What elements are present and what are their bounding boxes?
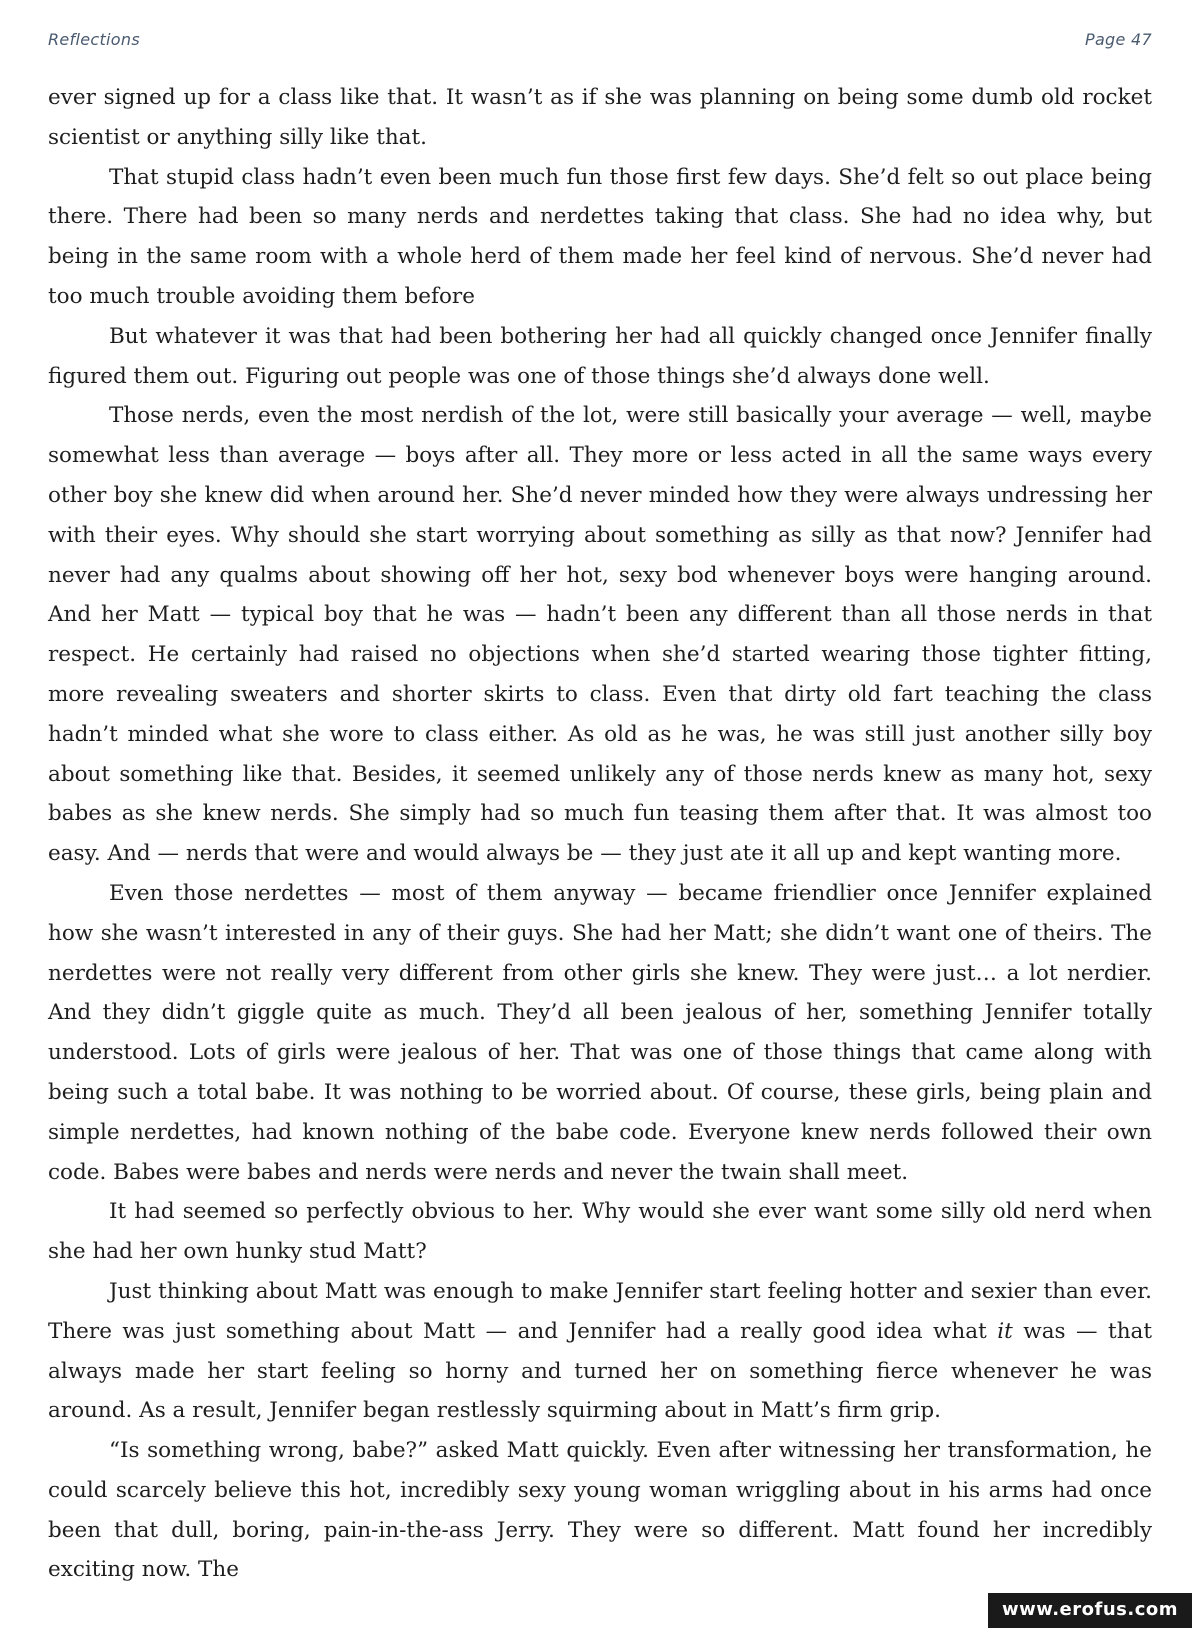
- paragraph: But whatever it was that had been bothering her had all quickly changed once Jennifer finally figured them out. Figuring out people was one of those things she’d always done well.: [48, 323, 1152, 389]
- body-text: [48, 78, 1152, 1590]
- paragraph-text: Just thinking about Matt was enough to make Jennifer start feeling hotter and sexier than ever. There was just something about Matt — and Jennifer had a really good idea what: [48, 1278, 1152, 1344]
- paragraph: Even those nerdettes — most of them anyway — became friendlier once Jennifer explained how she wasn’t interested in any of their guys. She had her Matt; she didn’t want one of theirs. The nerdettes were not really very different from other girls she knew. They were just… a lot nerdier. And they didn’t giggle quite as much. They’d all been jealous of her, something Jennifer totally understood. Lots of girls were jealous of her. That was one of those things that came along with being such a total babe. It was nothing to be worried about. Of course, these girls, being plain and simple nerdettes, had known nothing of the babe code. Everyone knew nerds followed their own code. Babes were babes and nerds were nerds and never the twain shall meet.: [48, 880, 1152, 1185]
- page-number: Page 47: [1085, 30, 1152, 49]
- paragraph: Those nerds, even the most nerdish of the lot, were still basically your average — well, maybe somewhat less than average — boys after all. They more or less acted in all the same ways every other boy she knew did when around her. She’d never minded how they were always undressing her with their eyes. Why should she start worrying about something as silly as that now? Jennifer had never had any qualms about showing off her hot, sexy bod whenever boys were hanging around. And her Matt — typical boy that he was — hadn’t been any different than all those nerds in that respect. He certainly had raised no objections when she’d started wearing those tighter fitting, more revealing sweaters and shorter skirts to class. Even that dirty old fart teaching the class hadn’t minded what she wore to class either. As old as he was, he was still just another silly boy about something like that. Besides, it seemed unlikely any of those nerds knew as many hot, sexy babes as she knew nerds. She simply had so much fun teasing them after that. It was almost too easy. And — nerds that were and would always be — they just ate it all up and kept wanting more.: [48, 403, 1152, 867]
- paragraph: “Is something wrong, babe?” asked Matt quickly. Even after witnessing her transformation, he could scarcely believe this hot, incredibly sexy young woman wriggling about in his arms had once been that dull, boring, pain-in-the-ass Jerry. They were so different. Matt found her incredibly exciting now. The: [48, 1438, 1152, 1583]
- emphasis-text: it: [997, 1318, 1013, 1344]
- paragraph: [48, 1272, 1152, 1431]
- book-title: Reflections: [48, 30, 140, 49]
- paragraph: That stupid class hadn’t even been much fun those first few days. She’d felt so out place being there. There had been so many nerds and nerdettes taking that class. She had no idea why, but being in the same room with a whole herd of them made her feel kind of nervous. She’d never had too much trouble avoiding them before: [48, 164, 1152, 309]
- site-watermark: www.erofus.com: [988, 1593, 1192, 1628]
- running-header: [48, 30, 1152, 56]
- paragraph-text: was — that always made her start feeling so horny and turned her on something fierce whenever he was around. As a result, Jennifer began restlessly squirming about in Matt’s firm grip.: [48, 1318, 1153, 1424]
- paragraph: ever signed up for a class like that. It wasn’t as if she was planning on being some dumb old rocket scientist or anything silly like that.: [48, 85, 1152, 150]
- paragraph: It had seemed so perfectly obvious to her. Why would she ever want some silly old nerd when she had her own hunky stud Matt?: [48, 1199, 1152, 1265]
